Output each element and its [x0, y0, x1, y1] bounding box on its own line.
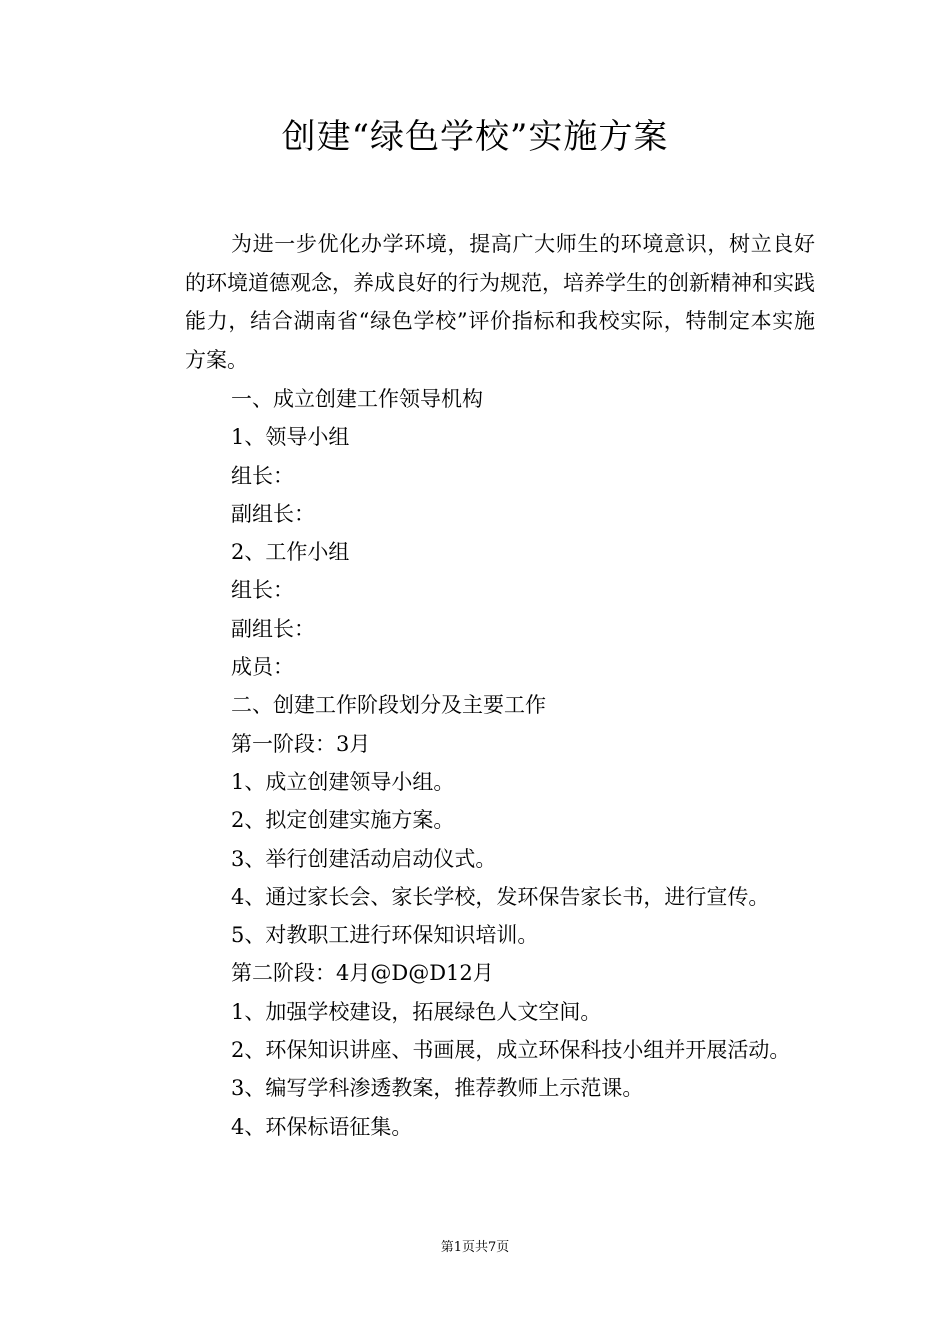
- list-item: 5、对教职工进行环保知识培训。: [231, 923, 539, 948]
- working-leader-line: 组长：: [231, 578, 294, 603]
- deputy-leader-line: 副组长：: [231, 501, 315, 526]
- section-heading-2: 二、创建工作阶段划分及主要工作: [231, 693, 546, 718]
- list-item: 1、加强学校建设，拓展绿色人文空间。: [231, 999, 602, 1024]
- page-number-footer: 第1页共7页: [440, 1240, 510, 1255]
- list-item: 1、成立创建领导小组。: [231, 769, 455, 794]
- phase-one-heading: 第一阶段：3月: [231, 731, 371, 756]
- section-heading-1: 一、成立创建工作领导机构: [231, 387, 483, 411]
- phase-two-heading: 第二阶段：4月@D@D12月: [231, 961, 494, 986]
- leader-line: 组长：: [231, 463, 294, 488]
- list-item: 2、环保知识讲座、书画展，成立环保科技小组并开展活动。: [231, 1038, 791, 1063]
- list-item: 3、举行创建活动启动仪式。: [231, 846, 497, 871]
- list-item: 3、编写学科渗透教案，推荐教师上示范课。: [231, 1076, 644, 1101]
- intro-paragraph: 为进一步优化办学环境，提高广大师生的环境意识，树立良好的环境道德观念，养成良好的行为规范，培养学生的创新精神和实践能力，结合湖南省“绿色学校”评价指标和我校实际，特制定本实施方案。: [185, 232, 815, 372]
- list-item: 2、拟定创建实施方案。: [231, 808, 455, 833]
- subheading-working-group: 2、工作小组: [231, 540, 350, 565]
- working-deputy-leader-line: 副组长：: [231, 616, 315, 641]
- members-line: 成员：: [231, 655, 294, 680]
- list-item: 4、环保标语征集。: [231, 1114, 413, 1139]
- content-lines: [231, 380, 831, 1146]
- subheading-leadership-group: 1、领导小组: [231, 425, 350, 450]
- document-title: 创建“绿色学校”实施方案: [281, 116, 669, 157]
- list-item: 4、通过家长会、家长学校，发环保告家长书，进行宣传。: [231, 884, 770, 909]
